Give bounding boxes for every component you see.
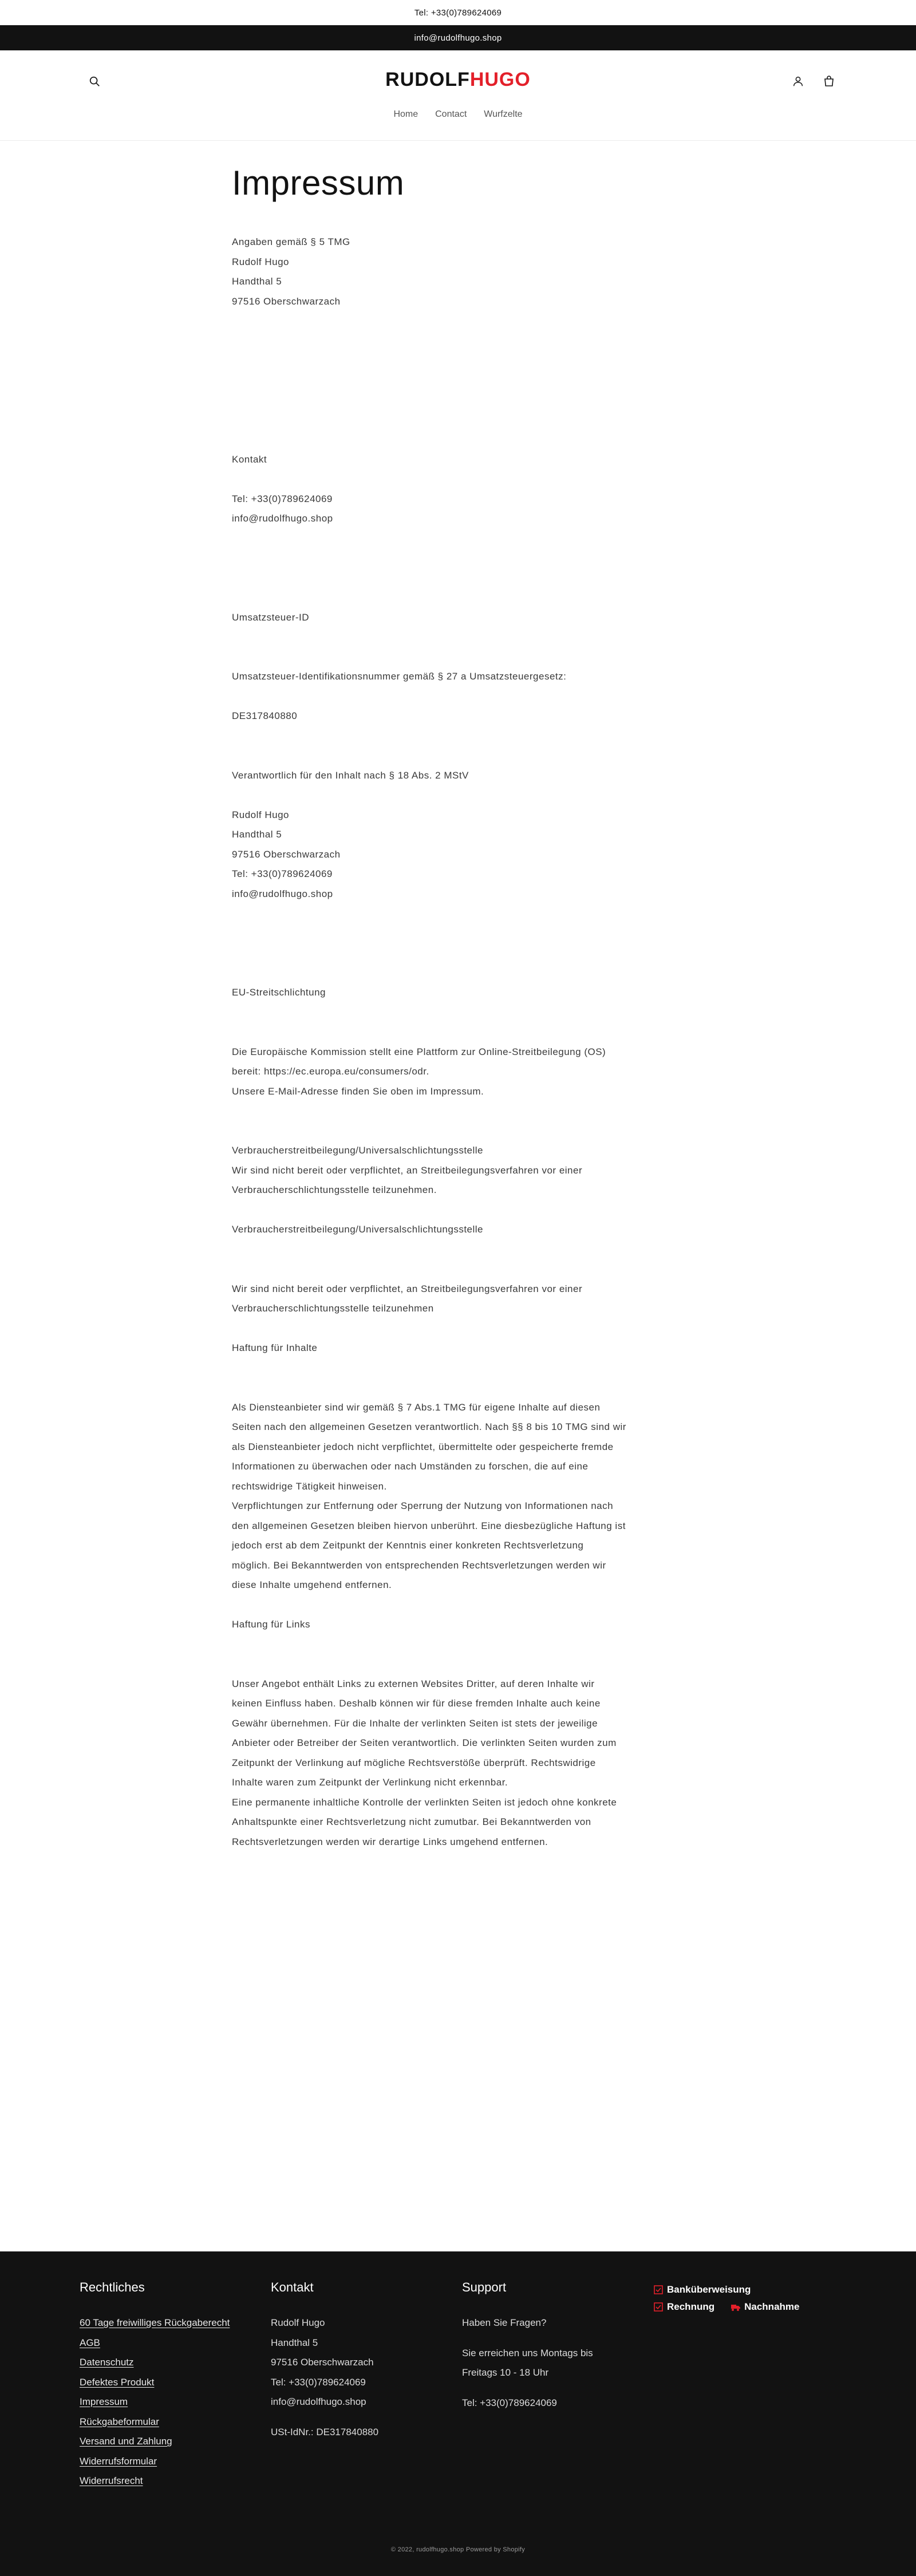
text-line: Tel: +33(0)789624069 bbox=[232, 493, 333, 504]
announcement-email[interactable]: info@rudolfhugo.shop bbox=[414, 33, 502, 43]
cart-icon bbox=[822, 74, 836, 88]
top-phone-text: Tel: +33(0)789624069 bbox=[414, 7, 502, 18]
main-nav bbox=[0, 109, 916, 120]
text-line: 97516 Oberschwarzach bbox=[232, 295, 341, 307]
footer-kontakt-line: info@rudolfhugo.shop bbox=[271, 2396, 366, 2407]
text-line: info@rudolfhugo.shop bbox=[232, 513, 333, 524]
kontakt-heading: Kontakt bbox=[232, 453, 267, 465]
support-question: Haben Sie Fragen? bbox=[462, 2317, 547, 2328]
site-logo[interactable] bbox=[0, 69, 916, 91]
footer-link-agb[interactable]: AGB bbox=[80, 2337, 100, 2348]
footer-link-datenschutz[interactable]: Datenschutz bbox=[80, 2357, 134, 2368]
text-line: Unsere E-Mail-Adresse finden Sie oben im Impressum. bbox=[232, 1085, 484, 1097]
account-button[interactable] bbox=[789, 72, 807, 90]
support-hours-line: Sie erreichen uns Montags bis bbox=[462, 2347, 593, 2358]
text-line: Verbraucherschlichtungsstelle teilzunehmen. bbox=[232, 1184, 437, 1195]
text-line: Anbieter oder Betreiber der Seiten verantwortlich. Die verlinkten Seiten wurden zum bbox=[232, 1737, 617, 1748]
nav-home[interactable]: Home bbox=[393, 109, 418, 119]
support-tel: Tel: +33(0)789624069 bbox=[462, 2397, 557, 2408]
text-line: Verpflichtungen zur Entfernung oder Sperrung der Nutzung von Informationen nach bbox=[232, 1500, 614, 1511]
text-line: Inhalte waren zum Zeitpunkt der Verlinkung nicht erkennbar. bbox=[232, 1777, 508, 1788]
footer-link-impressum[interactable]: Impressum bbox=[80, 2396, 128, 2407]
text-line: Wir sind nicht bereit oder verpflichtet, an Streitbeilegungsverfahren vor einer bbox=[232, 1283, 583, 1294]
text-line: Unser Angebot enthält Links zu externen Websites Dritter, auf deren Inhalte wir bbox=[232, 1678, 595, 1689]
footer-link-widerrufsformular[interactable]: Widerrufsformular bbox=[80, 2455, 157, 2467]
text-line: den allgemeinen Gesetzen bleiben hiervon unberührt. Eine diesbezügliche Haftung ist bbox=[232, 1520, 626, 1531]
logo-text-rudolf: RUDOLF bbox=[385, 69, 470, 90]
footer-col-rechtliches bbox=[80, 2280, 271, 2491]
text-line: bereit: https://ec.europa.eu/consumers/odr. bbox=[232, 1066, 429, 1077]
text-line: Die Europäische Kommission stellt eine Plattform zur Online-Streitbeilegung (OS) bbox=[232, 1046, 606, 1057]
text-line: Seiten nach den allgemeinen Gesetzen verantwortlich. Nach §§ 8 bis 10 TMG sind wir bbox=[232, 1421, 626, 1432]
text-line: Rudolf Hugo bbox=[232, 809, 290, 820]
footer-ust: USt-IdNr.: DE317840880 bbox=[271, 2426, 379, 2437]
haftung-links-heading: Haftung für Links bbox=[232, 1619, 311, 1630]
text-line: Gewähr übernehmen. Für die Inhalte der verlinkten Seiten ist stets der jeweilige bbox=[232, 1717, 598, 1729]
eu-heading: EU-Streitschlichtung bbox=[232, 987, 326, 998]
footer-kontakt-line: Rudolf Hugo bbox=[271, 2317, 325, 2328]
text-line: Handthal 5 bbox=[232, 276, 282, 287]
ust-heading: Umsatzsteuer-ID bbox=[232, 611, 310, 623]
support-hours-line: Freitags 10 - 18 Uhr bbox=[462, 2367, 549, 2378]
text-line: Anhaltspunkte einer Rechtsverletzung nicht zumutbar. Bei Bekanntwerden von bbox=[232, 1816, 591, 1827]
footer-link-rueckgaberecht[interactable]: 60 Tage freiwilliges Rückgaberecht bbox=[80, 2317, 230, 2328]
page-title: Impressum bbox=[232, 164, 405, 202]
delivery-truck-icon bbox=[731, 2302, 741, 2312]
text-line: 97516 Oberschwarzach bbox=[232, 848, 341, 860]
footer-link-defektes-produkt[interactable]: Defektes Produkt bbox=[80, 2376, 155, 2388]
text-line: Eine permanente inhaltliche Kontrolle der verlinkten Seiten ist jedoch ohne konkrete bbox=[232, 1796, 617, 1808]
announcement-bar bbox=[0, 25, 916, 50]
text-line: Verbraucherschlichtungsstelle teilzunehmen bbox=[232, 1303, 434, 1314]
vs-heading: Verbraucherstreitbeilegung/Universalschlichtungsstelle bbox=[232, 1145, 484, 1156]
vs-heading-2: Verbraucherstreitbeilegung/Universalschlichtungsstelle bbox=[232, 1224, 484, 1235]
text-line: möglich. Bei Bekanntwerden von entsprechenden Rechtsverletzungen werden wir bbox=[232, 1559, 606, 1571]
footer-kontakt-line: Handthal 5 bbox=[271, 2337, 318, 2348]
text-line: keinen Einfluss haben. Deshalb können wir für diese fremden Inhalte auch keine bbox=[232, 1698, 601, 1709]
text-line: Tel: +33(0)789624069 bbox=[232, 868, 333, 879]
footer-link-versand[interactable]: Versand und Zahlung bbox=[80, 2436, 172, 2447]
footer-heading-kontakt: Kontakt bbox=[271, 2280, 314, 2294]
text-line: Zeitpunkt der Verlinkung auf mögliche Rechtsverstöße überprüft. Rechtswidrige bbox=[232, 1757, 596, 1768]
text-line: jedoch erst ab dem Zeitpunkt der Kenntnis einer konkreten Rechtsverletzung bbox=[232, 1540, 584, 1551]
text-line: Rechtsverletzungen werden wir derartige Links umgehend entfernen. bbox=[232, 1836, 548, 1847]
footer-kontakt-line: 97516 Oberschwarzach bbox=[271, 2357, 374, 2368]
haftung-inhalte-heading: Haftung für Inhalte bbox=[232, 1342, 318, 1353]
impressum-text bbox=[232, 232, 684, 1852]
main-content bbox=[232, 141, 684, 2251]
invoice-icon bbox=[653, 2302, 664, 2312]
footer-col-kontakt bbox=[271, 2280, 462, 2491]
text-line: Angaben gemäß § 5 TMG bbox=[232, 236, 350, 247]
footer-heading-rechtliches: Rechtliches bbox=[80, 2280, 145, 2294]
footer-heading-support: Support bbox=[462, 2280, 507, 2294]
text-line: rechtswidrige Tätigkeit hinweisen. bbox=[232, 1480, 387, 1492]
payment-invoice: Rechnung bbox=[667, 2301, 715, 2312]
cart-button[interactable] bbox=[820, 72, 838, 90]
site-header bbox=[0, 50, 916, 141]
ust-label: Umsatzsteuer-Identifikationsnummer gemäß § 27 a Umsatzsteuergesetz: bbox=[232, 671, 567, 682]
payment-bank: Banküberweisung bbox=[667, 2284, 751, 2295]
nav-contact[interactable]: Contact bbox=[435, 109, 467, 119]
footer-link-widerrufsrecht[interactable]: Widerrufsrecht bbox=[80, 2475, 143, 2486]
nav-wurfzelte[interactable]: Wurfzelte bbox=[484, 109, 523, 119]
payment-cod: Nachnahme bbox=[744, 2301, 800, 2312]
payment-methods bbox=[653, 2280, 802, 2491]
footer-col-support bbox=[462, 2280, 653, 2491]
bank-transfer-icon bbox=[653, 2285, 664, 2295]
copyright: © 2022, rudolfhugo.shop Powered by Shopify bbox=[390, 2546, 526, 2553]
text-line: Handthal 5 bbox=[232, 829, 282, 840]
footer-link-rueckgabeformular[interactable]: Rückgabeformular bbox=[80, 2416, 159, 2427]
text-line: als Diensteanbieter jedoch nicht verpflichtet, übermittelte oder gespeicherte fremde bbox=[232, 1441, 614, 1452]
footer-kontakt-line: Tel: +33(0)789624069 bbox=[271, 2376, 366, 2388]
top-contact-bar bbox=[0, 0, 916, 25]
text-line: Als Diensteanbieter sind wir gemäß § 7 Abs.1 TMG für eigene Inhalte auf diesen bbox=[232, 1401, 601, 1413]
site-footer bbox=[0, 2251, 916, 2576]
text-line: Rudolf Hugo bbox=[232, 256, 290, 267]
text-line: Wir sind nicht bereit oder verpflichtet, an Streitbeilegungsverfahren vor einer bbox=[232, 1164, 583, 1176]
ust-number: DE317840880 bbox=[232, 710, 298, 721]
verantwortlich-heading: Verantwortlich für den Inhalt nach § 18 Abs. 2 MStV bbox=[232, 769, 469, 781]
logo-text-hugo: HUGO bbox=[469, 69, 531, 90]
text-line: Informationen zu überwachen oder nach Umständen zu forschen, die auf eine bbox=[232, 1461, 589, 1472]
text-line: diese Inhalte umgehend entfernen. bbox=[232, 1579, 392, 1590]
text-line: info@rudolfhugo.shop bbox=[232, 888, 333, 899]
account-icon bbox=[792, 75, 804, 88]
